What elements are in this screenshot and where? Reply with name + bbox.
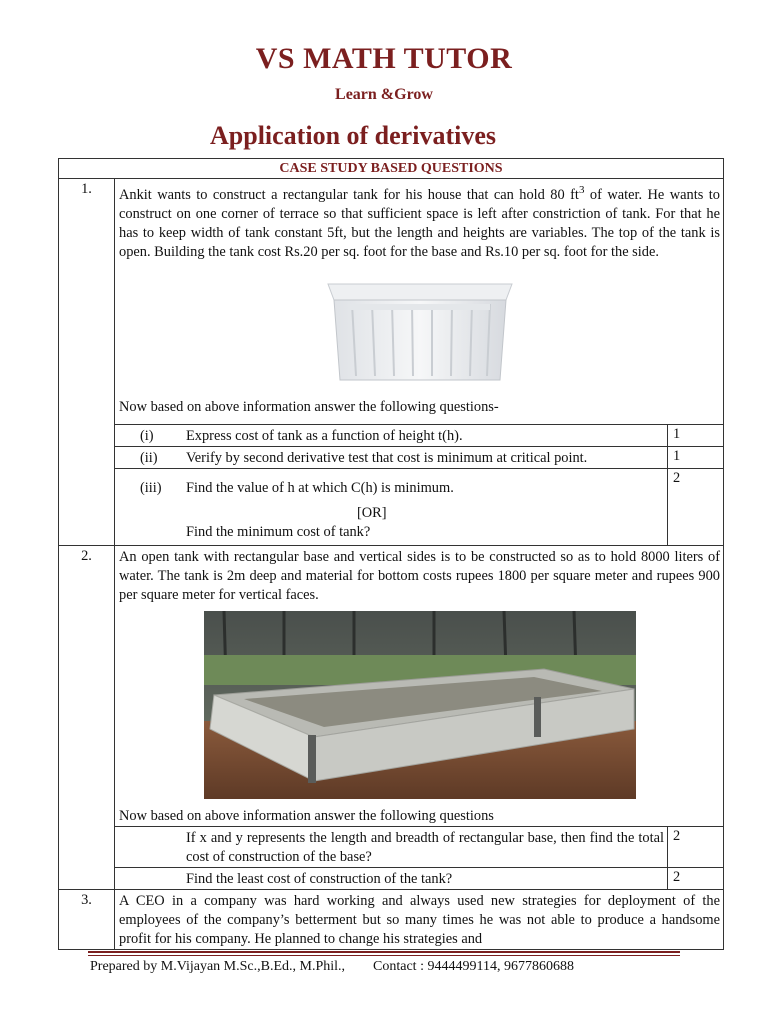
question-2-row xyxy=(59,546,724,827)
questions-table xyxy=(58,158,724,950)
sub-question-text: (iii) Find the value of h at which C(h) is minimum. [OR] Find the minimum cost of tank? xyxy=(115,469,668,546)
question-1-sub-3 xyxy=(59,469,724,546)
tank-image-concrete xyxy=(119,605,720,807)
tank-image-plastic xyxy=(119,262,720,398)
question-1-text: Ankit wants to construct a rectangular tank for his house that can hold 80 $ft^3$ of water. He wants to construct on one corner of terrace so that sufficient space is left after constriction of tank. For that he has to keep width of tank constant 5ft, but the length and heights are variables. The top of the tank is open. Building the tank cost Rs.20 per sq. foot for the base and Rs.10 per sq. foot for the side. xyxy=(119,184,720,260)
table-heading-row xyxy=(59,159,724,179)
question-number: 2. xyxy=(59,546,115,890)
question-2-body xyxy=(115,546,724,827)
alt-question: Find the minimum cost of tank? xyxy=(186,524,371,540)
question-number: 3. xyxy=(59,890,115,950)
question-1-sub-2 xyxy=(59,447,724,469)
question-3-text: A CEO in a company was hard working and always used new strategies for deployment of the employees of the company’s betterment but so many times he was not able to produce a handsome profit for his company. He planned to change his strategies and xyxy=(115,890,724,950)
marks: 1 xyxy=(668,425,724,447)
question-3-row xyxy=(59,890,724,950)
question-1-body xyxy=(115,179,724,425)
marks: 2 xyxy=(668,868,724,890)
page-title: Application of derivatives xyxy=(210,121,496,150)
question-2-sub-1 xyxy=(59,827,724,868)
question-2-prompt: Now based on above information answer the following questions xyxy=(119,808,494,824)
footer xyxy=(90,959,574,975)
footer-contact: Contact : 9444499114, 9677860688 xyxy=(373,959,574,974)
question-1-sub-1 xyxy=(59,425,724,447)
footer-prepared-by: Prepared by M.Vijayan M.Sc.,B.Ed., M.Phil., xyxy=(90,959,346,974)
question-2-sub-2 xyxy=(59,868,724,890)
tagline: Learn &Grow xyxy=(335,86,433,103)
table-heading: CASE STUDY BASED QUESTIONS xyxy=(59,159,724,179)
question-1-prompt: Now based on above information answer the following questions- xyxy=(119,398,499,415)
question-number: 1. xyxy=(59,179,115,546)
sub-question-text: Find the least cost of construction of the tank? xyxy=(115,868,668,890)
marks: 1 xyxy=(668,447,724,469)
question-2-text: An open tank with rectangular base and vertical sides is to be constructed so as to hold 8000 liters of water. The tank is 2m deep and material for bottom costs rupees 1800 per square meter and rupees 900 per square meter for vertical faces. xyxy=(119,549,720,603)
sub-question-text: If x and y represents the length and breadth of rectangular base, then find the total cost of construction of the base? xyxy=(115,827,668,868)
marks: 2 xyxy=(668,827,724,868)
or-label: [OR] xyxy=(357,505,387,521)
footer-divider xyxy=(88,955,680,956)
marks: 2 xyxy=(668,469,724,546)
sub-question-text: (i) Express cost of tank as a function of height t(h). xyxy=(115,425,668,447)
question-1-row xyxy=(59,179,724,425)
footer-divider xyxy=(88,951,680,953)
brand-title: VS MATH TUTOR xyxy=(255,42,513,75)
sub-question-text: (ii) Verify by second derivative test that cost is minimum at critical point. xyxy=(115,447,668,469)
